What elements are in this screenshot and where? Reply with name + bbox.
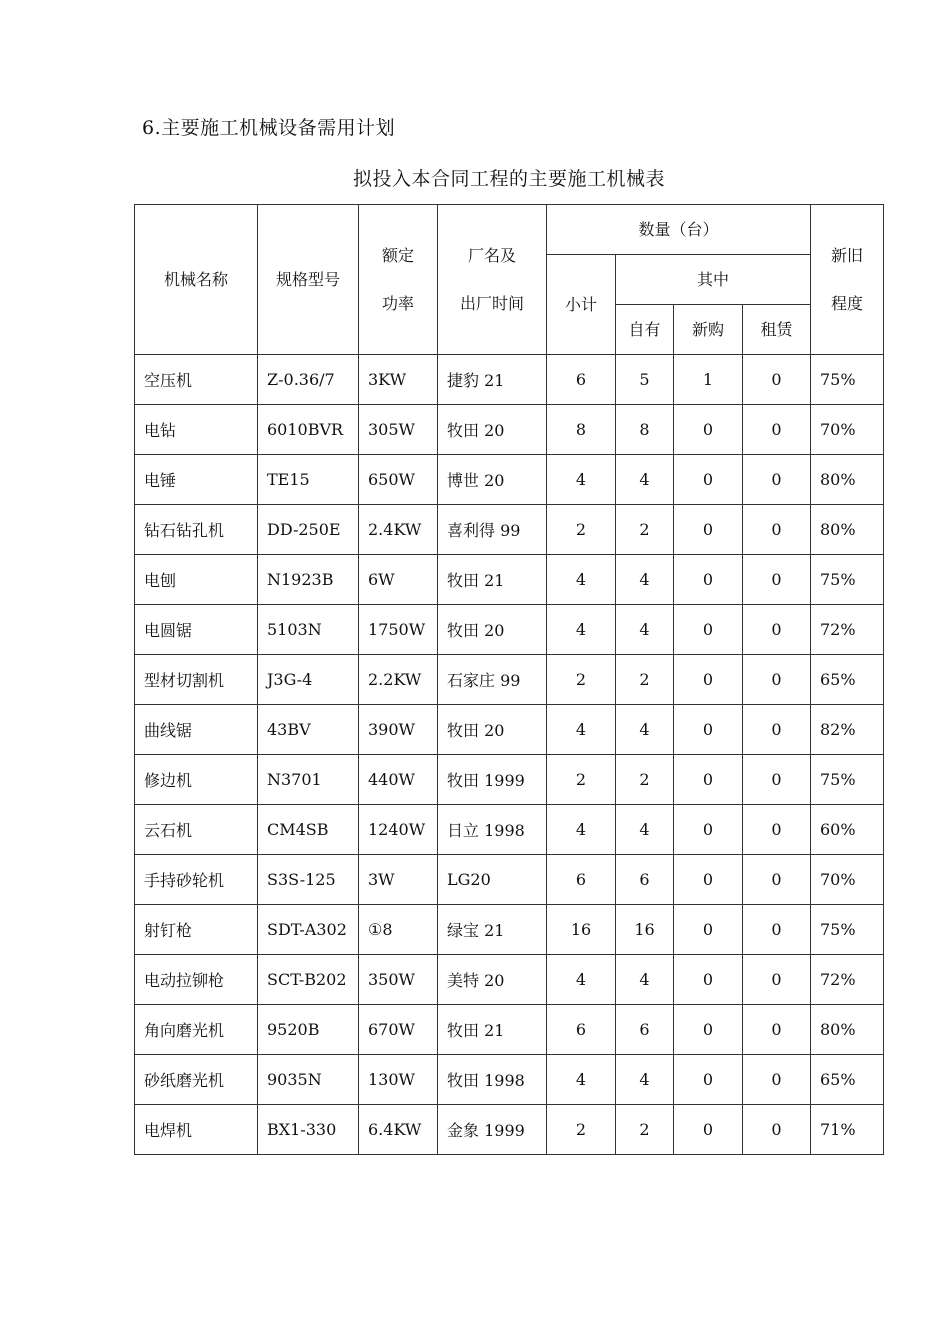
cell-maker: 牧田 1999 xyxy=(438,755,547,805)
cell-model: Z-0.36/7 xyxy=(258,355,359,405)
cell-subtotal: 4 xyxy=(547,805,616,855)
cell-condition: 72% xyxy=(811,955,884,1005)
header-model: 规格型号 xyxy=(258,205,359,355)
cell-subtotal: 6 xyxy=(547,355,616,405)
cell-name: 电刨 xyxy=(135,555,258,605)
cell-leased: 0 xyxy=(743,605,811,655)
cell-subtotal: 4 xyxy=(547,555,616,605)
cell-condition: 75% xyxy=(811,555,884,605)
cell-condition: 70% xyxy=(811,405,884,455)
header-power xyxy=(359,205,438,355)
header-row-1 xyxy=(135,205,884,255)
header-maker-line2: 出厂时间 xyxy=(459,293,524,313)
cell-model: J3G-4 xyxy=(258,655,359,705)
cell-name: 电焊机 xyxy=(135,1105,258,1155)
cell-leased: 0 xyxy=(743,455,811,505)
cell-power: 3KW xyxy=(359,355,438,405)
cell-new: 1 xyxy=(674,355,743,405)
cell-name: 型材切割机 xyxy=(135,655,258,705)
cell-condition: 82% xyxy=(811,705,884,755)
cell-owned: 4 xyxy=(616,955,674,1005)
cell-owned: 16 xyxy=(616,905,674,955)
header-condition-line1: 新旧 xyxy=(830,245,863,265)
cell-new: 0 xyxy=(674,1005,743,1055)
cell-new: 0 xyxy=(674,505,743,555)
header-owned: 自有 xyxy=(616,305,674,355)
cell-power: 3W xyxy=(359,855,438,905)
cell-leased: 0 xyxy=(743,905,811,955)
header-name: 机械名称 xyxy=(135,205,258,355)
cell-maker: 绿宝 21 xyxy=(438,905,547,955)
table-row xyxy=(135,955,884,1005)
cell-power: 650W xyxy=(359,455,438,505)
cell-leased: 0 xyxy=(743,955,811,1005)
cell-owned: 4 xyxy=(616,1055,674,1105)
cell-condition: 65% xyxy=(811,1055,884,1105)
header-condition xyxy=(811,205,884,355)
cell-owned: 2 xyxy=(616,505,674,555)
cell-leased: 0 xyxy=(743,1105,811,1155)
cell-subtotal: 4 xyxy=(547,705,616,755)
cell-maker: 牧田 20 xyxy=(438,405,547,455)
cell-new: 0 xyxy=(674,405,743,455)
cell-condition: 80% xyxy=(811,1005,884,1055)
cell-power: 1240W xyxy=(359,805,438,855)
table-row xyxy=(135,755,884,805)
cell-name: 曲线锯 xyxy=(135,705,258,755)
header-new: 新购 xyxy=(674,305,743,355)
cell-power: 305W xyxy=(359,405,438,455)
header-among: 其中 xyxy=(616,255,811,305)
cell-new: 0 xyxy=(674,755,743,805)
table-row xyxy=(135,705,884,755)
cell-model: 9035N xyxy=(258,1055,359,1105)
cell-leased: 0 xyxy=(743,1055,811,1105)
cell-power: 390W xyxy=(359,705,438,755)
cell-model: SDT-A302 xyxy=(258,905,359,955)
cell-leased: 0 xyxy=(743,705,811,755)
table-row xyxy=(135,605,884,655)
cell-condition: 60% xyxy=(811,805,884,855)
cell-new: 0 xyxy=(674,705,743,755)
cell-owned: 2 xyxy=(616,1105,674,1155)
cell-name: 空压机 xyxy=(135,355,258,405)
cell-condition: 75% xyxy=(811,355,884,405)
cell-maker: 牧田 1998 xyxy=(438,1055,547,1105)
table-row xyxy=(135,855,884,905)
cell-maker: 牧田 21 xyxy=(438,555,547,605)
cell-condition: 80% xyxy=(811,505,884,555)
cell-new: 0 xyxy=(674,655,743,705)
cell-name: 电圆锯 xyxy=(135,605,258,655)
cell-owned: 4 xyxy=(616,555,674,605)
cell-model: 43BV xyxy=(258,705,359,755)
cell-model: CM4SB xyxy=(258,805,359,855)
cell-maker: 牧田 21 xyxy=(438,1005,547,1055)
cell-owned: 2 xyxy=(616,755,674,805)
cell-condition: 72% xyxy=(811,605,884,655)
cell-leased: 0 xyxy=(743,805,811,855)
cell-owned: 6 xyxy=(616,855,674,905)
cell-leased: 0 xyxy=(743,655,811,705)
cell-maker: 美特 20 xyxy=(438,955,547,1005)
table-row xyxy=(135,805,884,855)
table-row xyxy=(135,505,884,555)
header-condition-line2: 程度 xyxy=(830,293,863,313)
table-row xyxy=(135,905,884,955)
cell-name: 砂纸磨光机 xyxy=(135,1055,258,1105)
cell-power: 1750W xyxy=(359,605,438,655)
table-row xyxy=(135,1055,884,1105)
cell-leased: 0 xyxy=(743,555,811,605)
cell-model: 9520B xyxy=(258,1005,359,1055)
cell-owned: 8 xyxy=(616,405,674,455)
cell-owned: 4 xyxy=(616,705,674,755)
cell-power: 6W xyxy=(359,555,438,605)
cell-model: N3701 xyxy=(258,755,359,805)
cell-subtotal: 4 xyxy=(547,1055,616,1105)
header-subtotal: 小计 xyxy=(547,255,616,355)
cell-owned: 4 xyxy=(616,605,674,655)
cell-name: 角向磨光机 xyxy=(135,1005,258,1055)
cell-maker: 金象 1999 xyxy=(438,1105,547,1155)
cell-leased: 0 xyxy=(743,355,811,405)
cell-name: 云石机 xyxy=(135,805,258,855)
cell-power: 2.4KW xyxy=(359,505,438,555)
cell-model: SCT-B202 xyxy=(258,955,359,1005)
cell-maker: 石家庄 99 xyxy=(438,655,547,705)
cell-name: 手持砂轮机 xyxy=(135,855,258,905)
cell-power: 440W xyxy=(359,755,438,805)
cell-name: 电锤 xyxy=(135,455,258,505)
cell-subtotal: 2 xyxy=(547,755,616,805)
cell-leased: 0 xyxy=(743,855,811,905)
cell-condition: 70% xyxy=(811,855,884,905)
cell-power: 350W xyxy=(359,955,438,1005)
cell-power: 6.4KW xyxy=(359,1105,438,1155)
cell-owned: 4 xyxy=(616,455,674,505)
cell-maker: 博世 20 xyxy=(438,455,547,505)
header-leased: 租赁 xyxy=(743,305,811,355)
cell-name: 电钻 xyxy=(135,405,258,455)
cell-new: 0 xyxy=(674,605,743,655)
cell-name: 电动拉铆枪 xyxy=(135,955,258,1005)
cell-subtotal: 2 xyxy=(547,1105,616,1155)
table-title: 拟投入本合同工程的主要施工机械表 xyxy=(352,168,665,190)
cell-new: 0 xyxy=(674,905,743,955)
table-row xyxy=(135,1005,884,1055)
cell-leased: 0 xyxy=(743,505,811,555)
cell-new: 0 xyxy=(674,1055,743,1105)
cell-maker: LG20 xyxy=(438,855,547,905)
cell-new: 0 xyxy=(674,555,743,605)
cell-new: 0 xyxy=(674,805,743,855)
cell-subtotal: 4 xyxy=(547,955,616,1005)
table-row xyxy=(135,655,884,705)
cell-model: DD-250E xyxy=(258,505,359,555)
cell-condition: 65% xyxy=(811,655,884,705)
cell-maker: 牧田 20 xyxy=(438,705,547,755)
table-row xyxy=(135,1105,884,1155)
header-maker-line1: 厂名及 xyxy=(467,245,516,265)
cell-model: BX1-330 xyxy=(258,1105,359,1155)
cell-subtotal: 6 xyxy=(547,1005,616,1055)
cell-power: 670W xyxy=(359,1005,438,1055)
cell-new: 0 xyxy=(674,1105,743,1155)
cell-subtotal: 4 xyxy=(547,605,616,655)
cell-condition: 75% xyxy=(811,905,884,955)
cell-owned: 6 xyxy=(616,1005,674,1055)
cell-name: 修边机 xyxy=(135,755,258,805)
table-row xyxy=(135,405,884,455)
equipment-table xyxy=(134,204,884,1155)
cell-leased: 0 xyxy=(743,1005,811,1055)
cell-subtotal: 6 xyxy=(547,855,616,905)
cell-name: 钻石钻孔机 xyxy=(135,505,258,555)
cell-subtotal: 8 xyxy=(547,405,616,455)
cell-model: S3S-125 xyxy=(258,855,359,905)
section-heading: 6.主要施工机械设备需用计划 xyxy=(142,117,396,139)
cell-power: ①8 xyxy=(359,905,438,955)
table-row xyxy=(135,455,884,505)
cell-power: 2.2KW xyxy=(359,655,438,705)
cell-maker: 牧田 20 xyxy=(438,605,547,655)
cell-power: 130W xyxy=(359,1055,438,1105)
table-row xyxy=(135,555,884,605)
cell-maker: 喜利得 99 xyxy=(438,505,547,555)
cell-model: N1923B xyxy=(258,555,359,605)
cell-condition: 71% xyxy=(811,1105,884,1155)
cell-name: 射钉枪 xyxy=(135,905,258,955)
header-quantity: 数量（台） xyxy=(547,205,811,255)
cell-leased: 0 xyxy=(743,755,811,805)
cell-condition: 75% xyxy=(811,755,884,805)
cell-owned: 4 xyxy=(616,805,674,855)
table-row xyxy=(135,355,884,405)
header-power-line1: 额定 xyxy=(381,245,414,265)
cell-new: 0 xyxy=(674,955,743,1005)
cell-subtotal: 2 xyxy=(547,655,616,705)
cell-condition: 80% xyxy=(811,455,884,505)
cell-subtotal: 16 xyxy=(547,905,616,955)
cell-subtotal: 2 xyxy=(547,505,616,555)
cell-subtotal: 4 xyxy=(547,455,616,505)
header-power-line2: 功率 xyxy=(381,293,414,313)
cell-model: 6010BVR xyxy=(258,405,359,455)
cell-leased: 0 xyxy=(743,405,811,455)
header-maker xyxy=(438,205,547,355)
cell-owned: 5 xyxy=(616,355,674,405)
cell-new: 0 xyxy=(674,455,743,505)
cell-model: TE15 xyxy=(258,455,359,505)
cell-new: 0 xyxy=(674,855,743,905)
cell-maker: 捷豹 21 xyxy=(438,355,547,405)
cell-model: 5103N xyxy=(258,605,359,655)
cell-owned: 2 xyxy=(616,655,674,705)
cell-maker: 日立 1998 xyxy=(438,805,547,855)
